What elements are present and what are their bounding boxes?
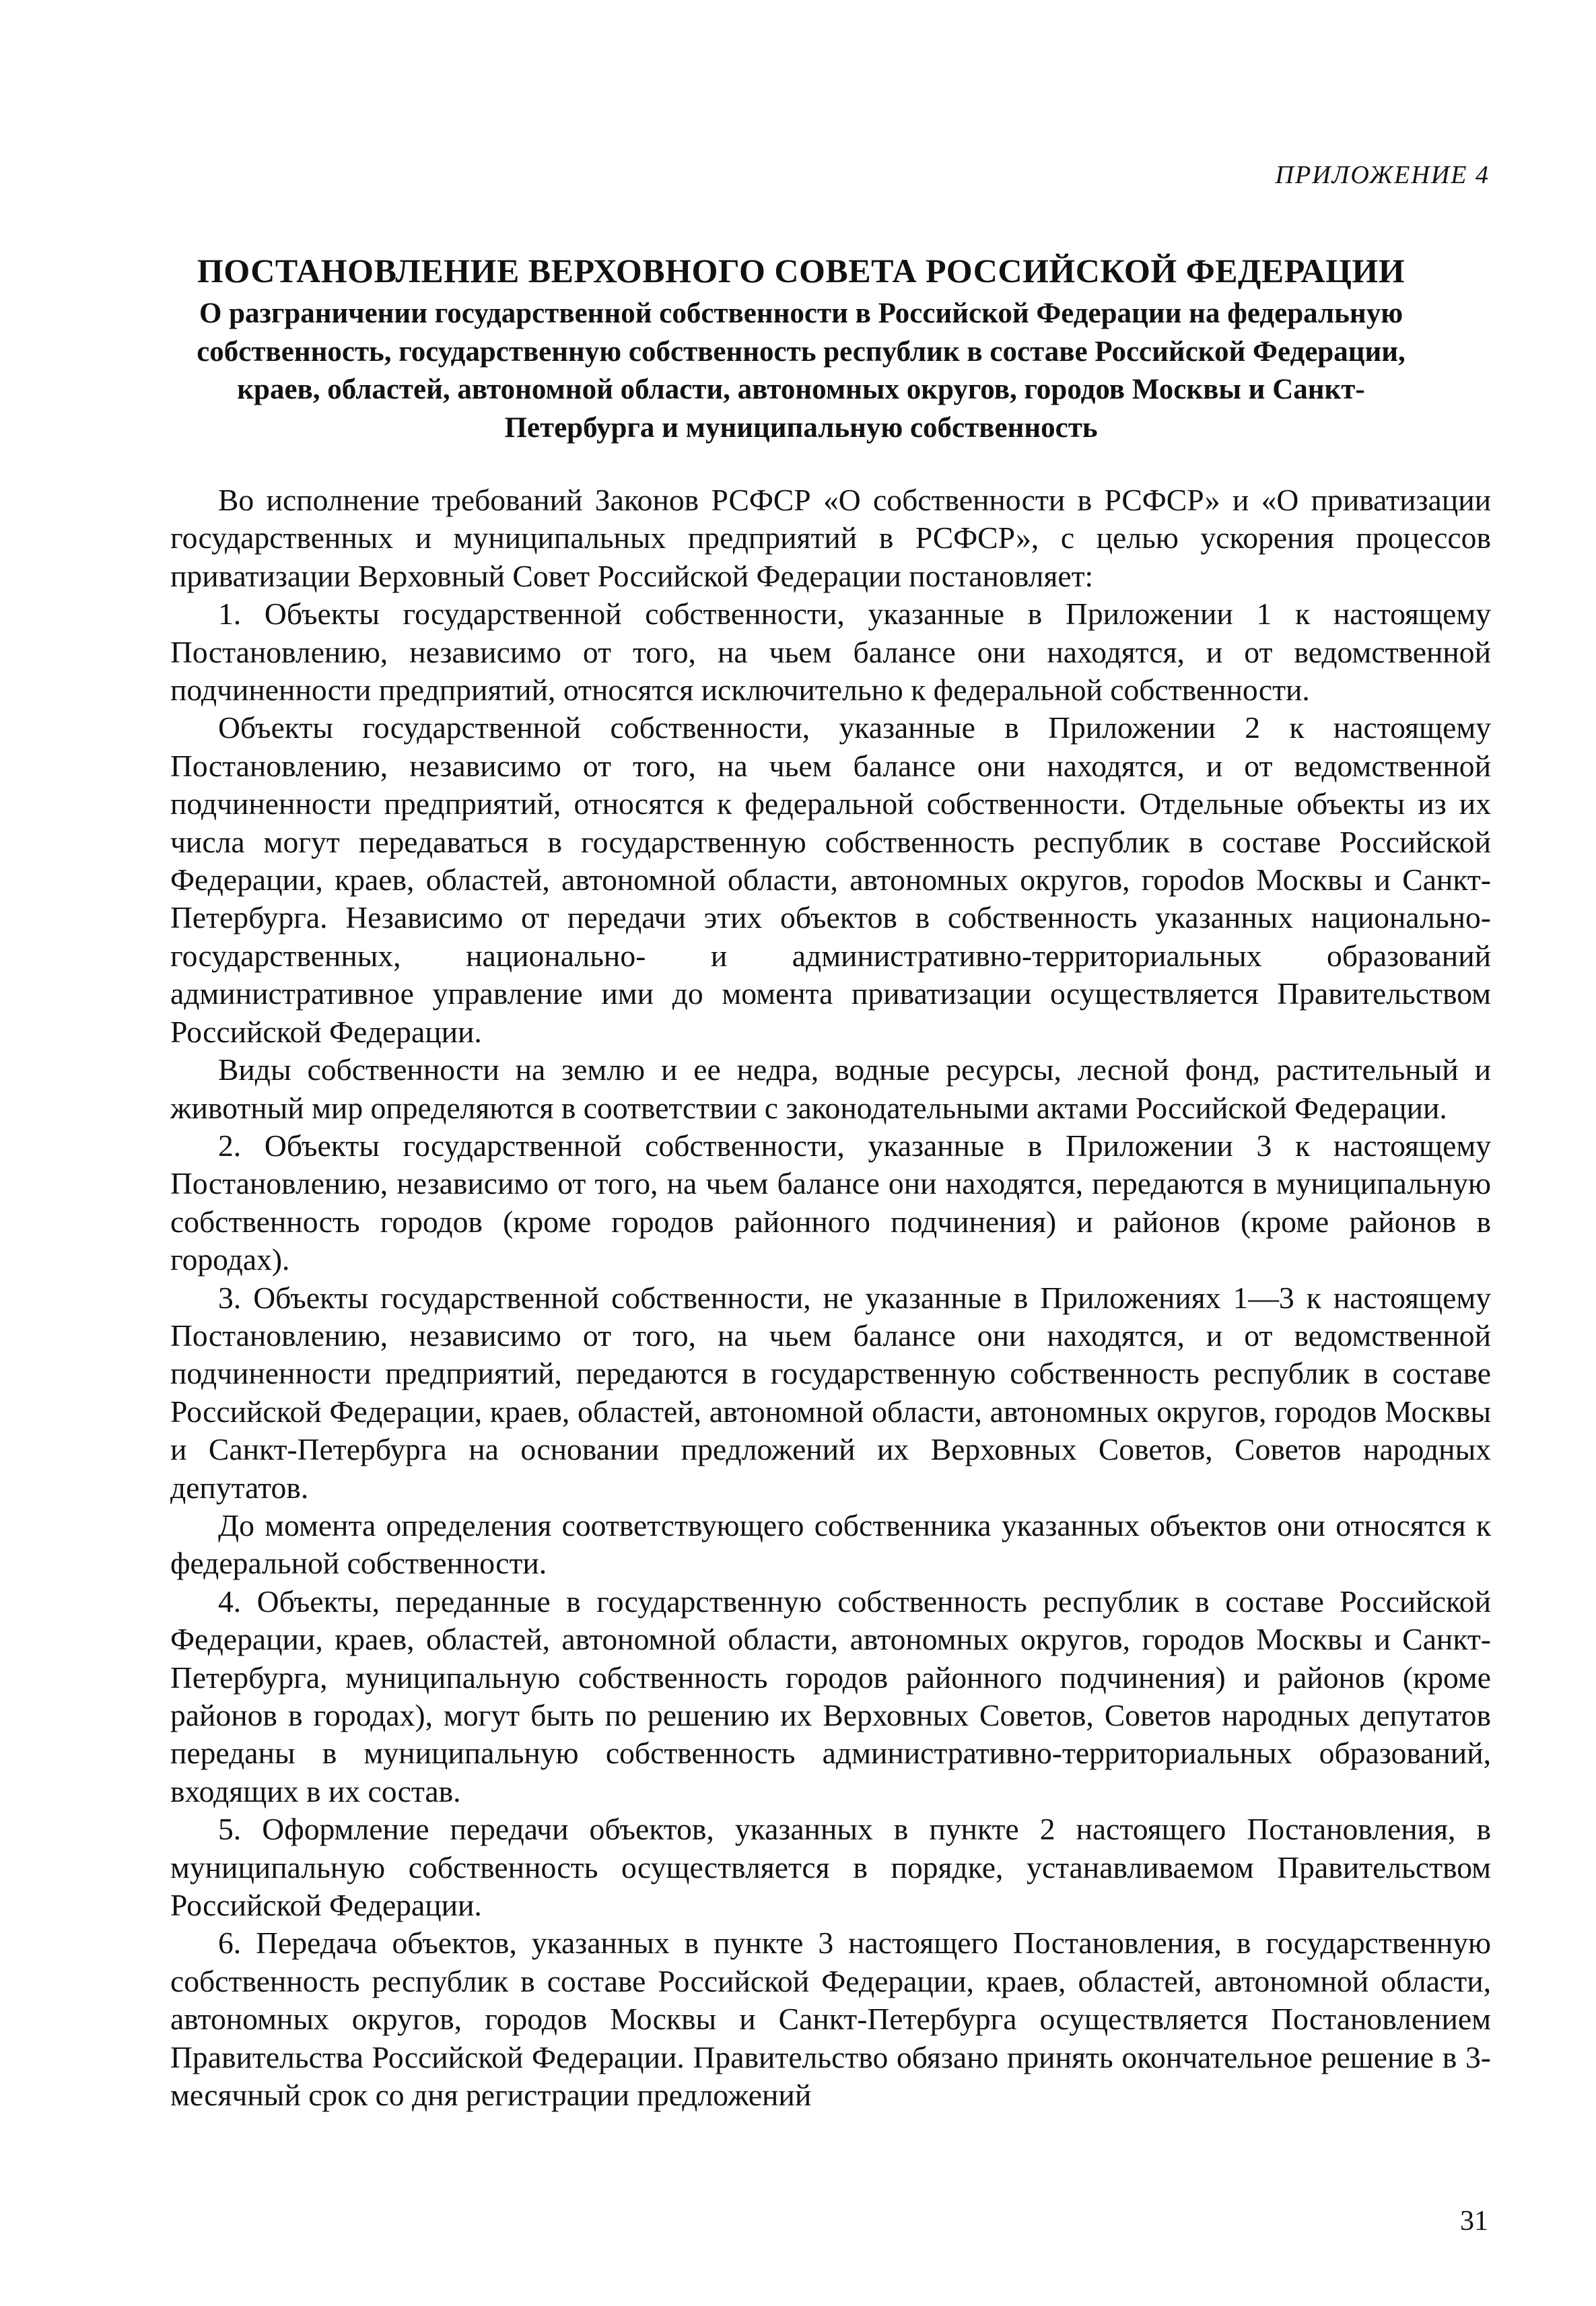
- paragraph-item-3-note: До момента определения соответствующего собственника указанных объектов они относятся к федеральной собственности.: [170, 1507, 1491, 1581]
- document-subtitle: О разграничении государственной собственности в Российской Федерации на федеральную собственность, государственную собственность республик в составе Российской Федерации, краев, областей, автономной области, автономных округов, городов Москвы и Санкт-Петербурга и муниципальную собственность: [197, 298, 1406, 444]
- appendix-label: ПРИЛОЖЕНИЕ 4: [1275, 161, 1490, 189]
- paragraph-item-1-objects: Объекты государственной собственности, указанные в Приложении 2 к настоящему Постановлению, независимо от того, на чьем балансе они находятся, и от ведомственной подчиненности предприятий, относятся к федеральной собственности. Отдельные объекты из их числа могут передаваться в государственную собственность республик в составе Российской Федерации, краев, областей, автономной области, автономных округов, гороdов Москвы и Санкт-Петербурга. Независимо от передачи этих объектов в собственность указанных национально-государственных, национально- и административно-территориальных образований административное управление ими до момента приватизации осуществляется Правительством Российской Федерации.: [170, 710, 1491, 1049]
- paragraph-item-5: 5. Оформление передачи объектов, указанных в пункте 2 настоящего Постановления, в муниципальную собственность осуществляется в порядке, устанавливаемом Правительством Российской Федерации.: [170, 1812, 1491, 1923]
- paragraph-preamble: Во исполнение требований Законов РСФСР «О собственности в РСФСР» и «О приватизации государственных и муниципальных предприятий в РСФСР», с целью ускорения процессов приватизации Верховный Совет Российской Федерации постановляет:: [170, 483, 1491, 593]
- paragraph-item-6: 6. Передача объектов, указанных в пункте 3 настоящего Постановления, в государственную собственность республик в составе Российской Федерации, краев, областей, автономной области, автономных округов, городов Москвы и Санкт-Петербурга осуществляется Постановлением Правительства Российской Федерации. Правительство обязано принять окончательное решение в 3-месячный срок со дня регистрации предложений: [170, 1926, 1491, 2113]
- paragraph-item-1-land: Виды собственности на землю и ее недра, водные ресурсы, лесной фонд, растительный и животный мир определяются в соответствии с законодательными актами Российской Федерации.: [170, 1052, 1491, 1125]
- page-number: 31: [1460, 2206, 1488, 2237]
- paragraph-item-2: 2. Объекты государственной собственности, указанные в Приложении 3 к настоящему Постановлению, независимо от того, на чьем балансе они находятся, передаются в муниципальную собственность городов (кроме городов районного подчинения) и районов (кроме районов в городах).: [170, 1128, 1491, 1277]
- paragraph-item-1: 1. Объекты государственной собственности, указанные в Приложении 1 к настоящему Постановлению, независимо от того, на чьем балансе они находятся, и от ведомственной подчиненности предприятий, относятся исключительно к федеральной собственности.: [170, 597, 1491, 708]
- document-body: [170, 481, 1491, 2114]
- paragraph-item-4: 4. Объекты, переданные в государственную собственность республик в составе Российской Федерации, краев, областей, автономной области, автономных округов, городов Москвы и Санкт-Петербурга, муниципальную собственность городов районного подчинения) и районов (кроме районов в городах), могут быть по решению их Верховных Советов, Советов народных депутатов переданы в муниципальную собственность административно-территориальных образований, входящих в их состав.: [170, 1584, 1491, 1808]
- paragraph-item-3: 3. Объекты государственной собственности, не указанные в Приложениях 1—3 к настоящему Постановлению, независимо от того, на чьем балансе они находятся, и от ведомственной подчиненности предприятий, передаются в государственную собственность республик в составе Российской Федерации, краев, областей, автономной области, автономных округов, городов Москвы и Санкт-Петербурга на основании предложений их Верховных Советов, Советов народных депутатов.: [170, 1280, 1491, 1505]
- document-title: ПОСТАНОВЛЕНИЕ ВЕРХОВНОГО СОВЕТА РОССИЙСКОЙ ФЕДЕРАЦИИ: [197, 252, 1406, 290]
